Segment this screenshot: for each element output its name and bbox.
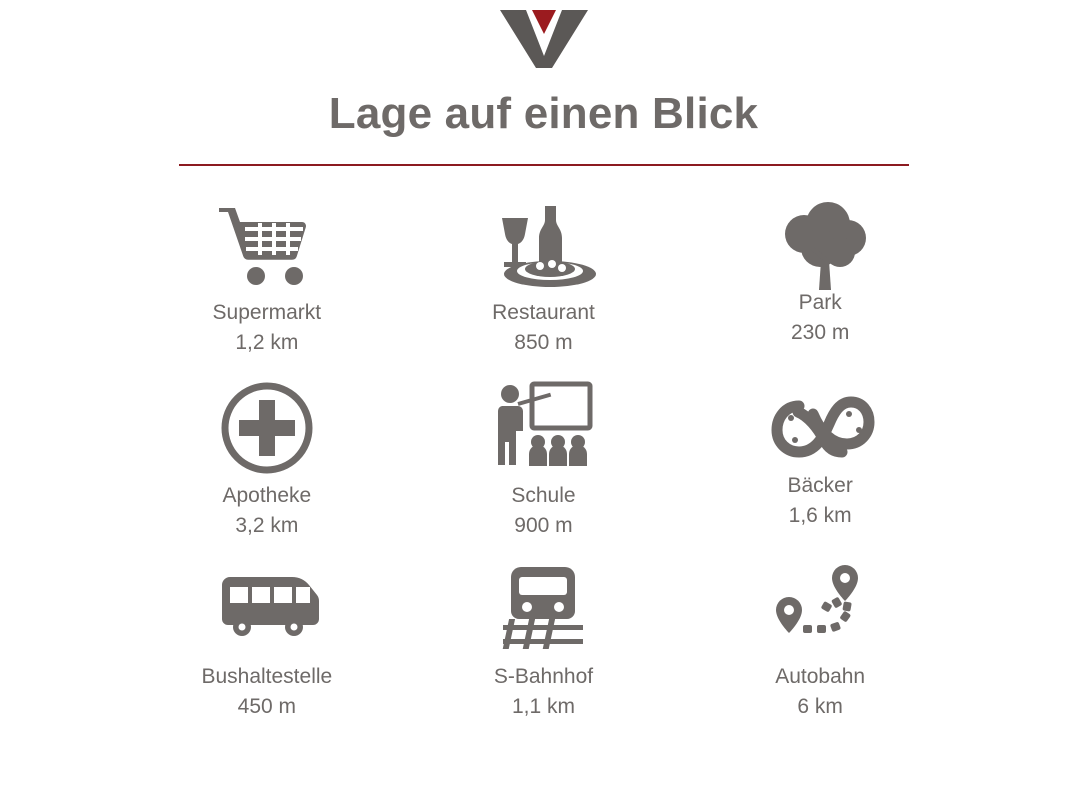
- poi-value: 850 m: [514, 331, 573, 355]
- poi-item-sbahnhof: [405, 556, 682, 737]
- route-pins-icon: [767, 556, 873, 662]
- title-divider: [179, 164, 909, 166]
- poi-label: S-Bahnhof: [493, 665, 594, 689]
- shopping-cart-icon: [215, 194, 319, 298]
- poi-item-restaurant: [405, 194, 682, 375]
- poi-value: 450 m: [237, 695, 297, 719]
- poi-item-schule: [405, 375, 682, 556]
- pretzel-icon: [765, 375, 875, 481]
- poi-value: 230 m: [790, 321, 850, 345]
- poi-value: 1,1 km: [511, 695, 575, 719]
- restaurant-icon: [488, 194, 598, 298]
- poi-item-park: [682, 194, 959, 375]
- poi-label: Park: [798, 291, 842, 315]
- poi-value: 1,2 km: [235, 331, 299, 355]
- poi-value: 3,2 km: [235, 514, 299, 538]
- poi-value: 900 m: [514, 514, 573, 538]
- poi-label: Schule: [511, 484, 576, 508]
- poi-label: Apotheke: [222, 484, 312, 508]
- poi-item-apotheke: [129, 375, 406, 556]
- train-icon: [497, 556, 589, 662]
- poi-item-autobahn: [682, 556, 959, 737]
- poi-value: 1,6 km: [788, 504, 852, 528]
- tree-icon: [768, 194, 872, 298]
- school-board-icon: [488, 375, 598, 481]
- page-title: Lage auf einen Blick: [328, 89, 759, 138]
- poi-item-baecker: [682, 375, 959, 556]
- bus-icon: [212, 556, 322, 662]
- pharmacy-cross-icon: [219, 375, 315, 481]
- poi-label: Autobahn: [775, 665, 866, 689]
- brand-logo: [0, 0, 1087, 72]
- poi-item-supermarkt: [129, 194, 406, 375]
- poi-label: Supermarkt: [212, 301, 322, 325]
- poi-value: 6 km: [797, 695, 843, 719]
- poi-grid: [129, 194, 959, 737]
- poi-label: Bushaltestelle: [201, 665, 333, 689]
- poi-item-bushaltestelle: [129, 556, 406, 737]
- poi-label: Restaurant: [492, 301, 595, 325]
- w-logo-icon: [496, 8, 592, 70]
- poi-label: Bäcker: [787, 474, 853, 498]
